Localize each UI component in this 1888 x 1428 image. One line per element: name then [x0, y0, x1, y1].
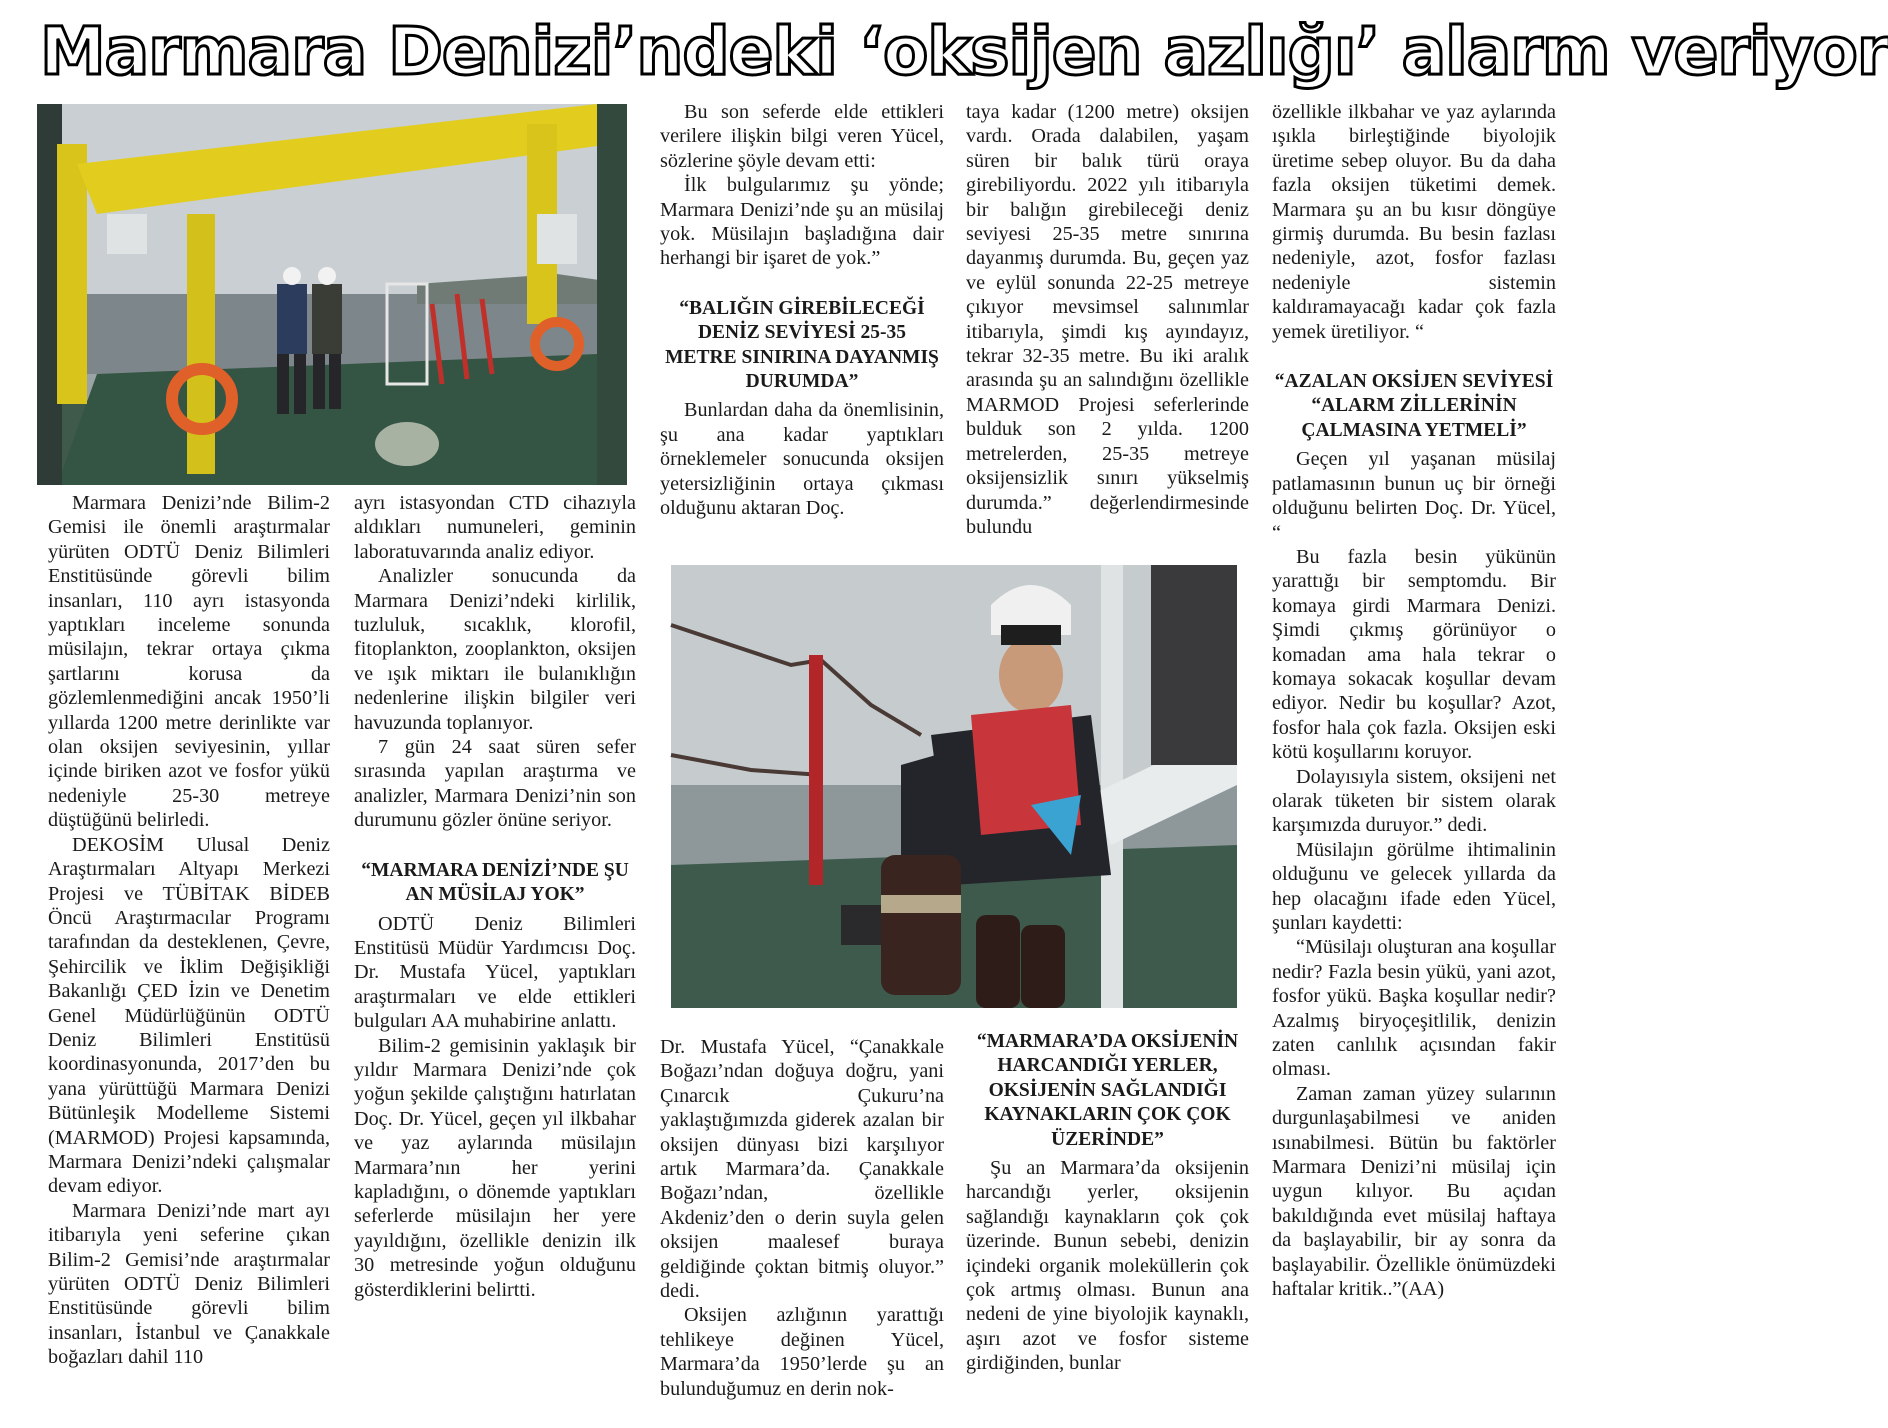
paragraph: Marmara Denizi’nde mart ayı itibarıyla yeni seferine çıkan Bilim-2 Gemisi’nde araştırmalar yürüten ODTÜ Deniz Bilimleri Enstitüsünde görevli bilim insanları, İstanbul ve Çanakkale boğazları dahil 110	[48, 1199, 330, 1369]
ship-deck-illustration	[37, 104, 627, 485]
article-column-5	[1272, 100, 1556, 1302]
paragraph: ODTÜ Deniz Bilimleri Enstitüsü Müdür Yardımcısı Doç. Dr. Mustafa Yücel, yaptıkları araştırmaları ve elde ettikleri bulguları AA muhabirine anlattı.	[354, 912, 636, 1033]
ship-deck-photo	[37, 104, 627, 485]
article-column-3-top	[660, 100, 944, 521]
paragraph: Dolayısıyla sistem, oksijeni net olarak tüketen bir sistem olarak karşımızda duruyor.” dedi.	[1272, 765, 1556, 837]
scientist-photo	[671, 565, 1237, 1008]
paragraph: Oksijen azlığının yarattığı tehlikeye değinen Yücel, Marmara’da 1950’lerde şu an bulunduğumuz en derin nok-	[660, 1304, 944, 1400]
section-heading: “BALIĞIN GİREBİLECEĞİ DENİZ SEVİYESİ 25-35 METRE SINIRINA DAYANMIŞ DURUMDA”	[665, 297, 939, 393]
paragraph: Şu an Marmara’da oksijenin harcandığı yerler, oksijenin sağlandığı kaynakların çok çok üzerinde. Bunun sebebi, denizin içindeki organik moleküllerin çok çok artmış olması. Bunun ana nedeni de yine biyolojik kaynaklı, aşırı azot ve fosfor sisteme girdiğinden, bunlar	[966, 1157, 1249, 1375]
paragraph: İlk bulgularımız şu yönde; Marmara Denizi’nde şu an müsilaj yok. Müsilajın başladığına dair herhangi bir işaret de yok.”	[660, 174, 944, 270]
paragraph: Bu fazla besin yükünün yarattığı bir semptomdu. Bir komaya girdi Marmara Denizi. Şimdi çıkmış görünüyor o komadan ama hala tekrar o komaya sokacak koşullar devam ediyor. Nedir bu koşullar? Azot, fosfor hala çok fazla. Oksijen eski kötü koşullarını koruyor.	[1272, 545, 1556, 764]
headline: Marmara Denizi’ndeki ‘oksijen azlığı’ alarm veriyor	[40, 13, 1888, 90]
paragraph: taya kadar (1200 metre) oksijen vardı. Orada dalabilen, yaşam süren bir balık türü oraya girebiliyordu. 2022 yılı itibarıyla bir balığın girebileceği deniz seviyesi 25-35 metre sınırına dayanmış durumda. Bu, geçen yaz ve eylül sonunda 22-25 metreye çıkıyor mevsimsel salınımlar itibarıyla, şimdi kış ayındayız, tekrar 32-35 metre. Bu iki aralık arasında şu an salındığını özellikle MARMOD Projesi seferlerinde bulduk son 2 yılda. 1200 metrelerden, 25-35 metreye oksijensizlik sınırı yükselmiş durumda.” değerlendirmesinde bulundu	[966, 101, 1249, 538]
paragraph: Bunlardan daha da önemlisinin, şu ana kadar yaptıkları örneklemeler sonucunda oksijen yetersizliğinin ortaya çıkması olduğunu aktaran Doç.	[660, 399, 944, 520]
paragraph: Dr. Mustafa Yücel, “Çanakkale Boğazı’ndan doğuya doğru, yani Çınarcık Çukuru’na yaklaştığımızda giderek azalan bir oksijen dünyası bizi karşılıyor artık Marmara’da. Çanakkale Boğazı’ndan, özellikle Akdeniz’den o derin suyla gelen oksijen maalesef buraya geldiğinde çoktan bitmiş oluyor.” dedi.	[660, 1036, 944, 1303]
paragraph: ayrı istasyondan CTD cihazıyla aldıkları numuneleri, geminin laboratuvarında analiz ediyor.	[354, 492, 636, 563]
paragraph: Marmara Denizi’nde Bilim-2 Gemisi ile önemli araştırmalar yürüten ODTÜ Deniz Bilimleri Enstitüsünde görevli bilim insanları, 110 ayrı istasyonda yaptıkları inceleme sonunda müsilajın, tekrar ortaya çıkma şartlarını korusa da gözlemlenmediğini ancak 1950’li yıllarda 1200 metre derinlikte var olan oksijen seviyesinin, yıllar içinde biriken azot ve fosfor yükü nedeniyle 25-30 metreye düştüğünü belirledi.	[48, 492, 330, 832]
article-column-2	[354, 491, 636, 1302]
paragraph: Bu son seferde elde ettikleri verilere ilişkin bilgi veren Yücel, sözlerine şöyle devam etti:	[660, 101, 944, 172]
article-column-3-bottom	[660, 1035, 944, 1401]
paragraph: Zaman zaman yüzey sularının durgunlaşabilmesi ve aniden ısınabilmesi. Bütün bu faktörler Marmara Denizi’ni müsilaj için uygun kılıyor. Bu açıdan bakıldığında evet müsilaj haftaya da başlayabilir, bir ay sonra da başlayabilir. Özellikle önümüzdeki haftalar kritik..”(AA)	[1272, 1082, 1556, 1301]
article-column-4-top	[966, 100, 1249, 539]
paragraph: Bilim-2 gemisinin yaklaşık bir yıldır Marmara Denizi’nde çok yoğun şekilde çalıştığını hatırlatan Doç. Dr. Yücel, geçen yıl ilkbahar ve yaz aylarında müsilajın Marmara’nın her yerini kapladığını, o dönemde yaptıkları seferlerde müsilajın her yere yayıldığını, özellikle denizin ilk 30 metresinde yoğun olduğunu gösterdiklerini belirtti.	[354, 1034, 636, 1301]
paragraph: özellikle ilkbahar ve yaz aylarında ışıkla birleştiğinde biyolojik üretime sebep oluyor. Bu da daha fazla oksijen tüketimi demek. Marmara şu an bu kısır döngüye girmiş durumda. Bu besin fazlası nedeniyle, azot, fosfor fazlası nedeniyle sistemin kaldıramayacağı kadar çok fazla yemek üretiliyor. “	[1272, 101, 1556, 343]
article-column-1	[48, 491, 330, 1370]
article-column-4-bottom	[966, 1030, 1249, 1376]
paragraph: Analizler sonucunda da Marmara Denizi’ndeki kirlilik, tuzluluk, sıcaklık, klorofil, fitoplankton, zooplankton, oksijen ve ışık miktarı ile bulanıklığın nedenlerine ilişkin bilgiler veri havuzunda toplanıyor.	[354, 565, 636, 734]
paragraph: Geçen yıl yaşanan müsilaj patlamasının bunun uç bir örneği olduğunu belirten Doç. Dr. Yücel, “	[1272, 448, 1556, 544]
section-heading: “AZALAN OKSİJEN SEVİYESİ “ALARM ZİLLERİNİN ÇALMASINA YETMELİ”	[1274, 371, 1554, 441]
paragraph: Müsilajın görülme ihtimalinin olduğunu ve gelecek yıllarda da hep olacağını ifade eden Yücel, şunları kaydetti:	[1272, 838, 1556, 934]
section-heading: “MARMARA’DA OKSİJENİN HARCANDIĞI YERLER, OKSİJENİN SAĞLANDIĞI KAYNAKLARIN ÇOK ÇOK ÜZERİNDE”	[976, 1031, 1239, 1150]
section-heading: “MARMARA DENİZİ’NDE ŞU AN MÜSİLAJ YOK”	[361, 859, 629, 906]
paragraph: DEKOSİM Ulusal Deniz Araştırmaları Altyapı Merkezi Projesi ve TÜBİTAK BİDEB Öncü Araştırmacılar Programı tarafından da desteklenen, Çevre, Şehircilik ve İklim Değişikliği Bakanlığı ÇED İzin ve Denetim Genel Müdürlüğünün ODTÜ Deniz Bilimleri Enstitüsü koordinasyonunda, 2017’den bu yana yürüttüğü Marmara Denizi Bütünleşik Modelleme Sistemi (MARMOD) Projesi kapsamında, Marmara Denizi’ndeki çalışmalar devam ediyor.	[48, 833, 330, 1198]
paragraph: 7 gün 24 saat süren sefer sırasında yapılan araştırma ve analizler, Marmara Denizi’nin son durumunu gözler önüne seriyor.	[354, 736, 636, 832]
paragraph: “Müsilajı oluşturan ana koşullar nedir? Fazla besin yükü, yani azot, fosfor yükü. Başka koşullar nedir? Azalmış biryoçeşitlilik, denizin zaten canlılık açısından fakir olması.	[1272, 936, 1556, 1081]
scientist-illustration	[671, 565, 1237, 1008]
